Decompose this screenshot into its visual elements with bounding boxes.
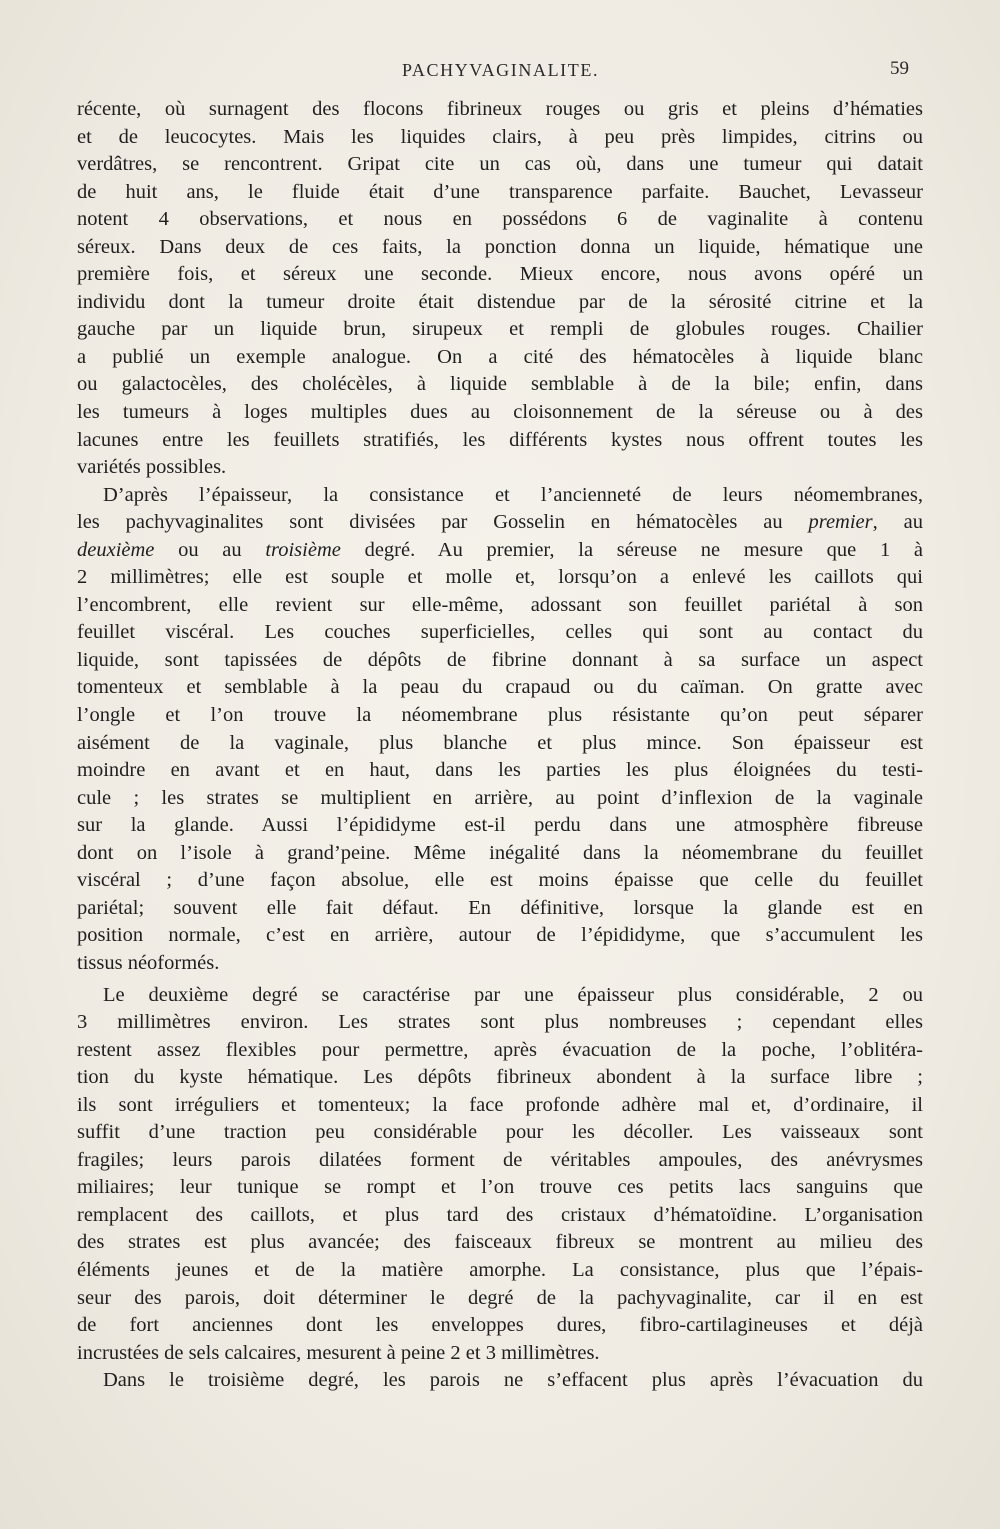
italic-term: premier (808, 511, 873, 534)
text-line: aisément de la vaginale, plus blanche et plus mince. Son épaisseur est (77, 731, 923, 754)
text-line: l’encombrent, elle revient sur elle-même, adossant son feuillet pariétal à son (77, 593, 923, 616)
text-line: 2 millimètres; elle est souple et molle et, lorsqu’on a enlevé les caillots qui (77, 566, 923, 589)
text-line: des strates est plus avancée; des faisceaux fibreux se montrent au milieu des (77, 1231, 923, 1254)
text-line: gauche par un liquide brun, sirupeux et rempli de globules rouges. Chailier (77, 318, 923, 341)
text-line: liquide, sont tapissées de dépôts de fibrine donnant à sa surface un aspect (77, 648, 923, 671)
text-line: Dans le troisième degré, les parois ne s’effacent plus après l’évacuation du (103, 1369, 923, 1392)
text-line: variétés possibles. (77, 456, 227, 479)
text-line: les pachyvaginalites sont divisées par Gosselin en hématocèles au premier, au (77, 511, 923, 534)
text-line: tomenteux et semblable à la peau du crapaud ou du caïman. On gratte avec (77, 676, 923, 699)
text-line: suffit d’une traction peu considérable pour les décoller. Les vaisseaux sont (77, 1121, 923, 1144)
text-line: cule ; les strates se multiplient en arrière, au point d’inflexion de la vaginale (77, 786, 923, 809)
text-line: D’après l’épaisseur, la consistance et l’ancienneté de leurs néomembranes, (103, 483, 923, 506)
text-line: séreux. Dans deux de ces faits, la ponction donna un liquide, hématique une (77, 235, 923, 258)
text-line: l’ongle et l’on trouve la néomembrane plus résistante qu’on peut séparer (77, 704, 923, 727)
text-line: seur des parois, doit déterminer le degré de la pachyvaginalite, car il en est (77, 1286, 923, 1309)
text-line: notent 4 observations, et nous en possédons 6 de vaginalite à contenu (77, 208, 923, 231)
text-line: première fois, et séreux une seconde. Mieux encore, nous avons opéré un (77, 263, 923, 286)
text-line: tion du kyste hématique. Les dépôts fibrineux abondent à la surface libre ; (77, 1066, 923, 1089)
text-line: tissus néoformés. (77, 951, 220, 974)
italic-term: troisième (265, 538, 341, 561)
text-line: de fort anciennes dont les enveloppes dures, fibro-cartilagineuses et déjà (77, 1314, 923, 1337)
text-line: les tumeurs à loges multiples dues au cloisonnement de la séreuse ou à des (77, 401, 923, 424)
text-line: dont on l’isole à grand’peine. Même inégalité dans la néomembrane du feuillet (77, 841, 923, 864)
text-line: 3 millimètres environ. Les strates sont plus nombreuses ; cependant elles (77, 1011, 923, 1034)
text-line: remplacent des caillots, et plus tard des cristaux d’hématoïdine. L’organisation (77, 1203, 923, 1226)
text-line: feuillet viscéral. Les couches superficielles, celles qui sont au contact du (77, 621, 923, 644)
text-line: a publié un exemple analogue. On a cité des hématocèles à liquide blanc (77, 345, 923, 368)
text-line: verdâtres, se rencontrent. Gripat cite un cas où, dans une tumeur qui datait (77, 153, 923, 176)
text-line: fragiles; leurs parois dilatées forment de véritables ampoules, des anévrysmes (77, 1148, 923, 1171)
text-line: récente, où surnagent des flocons fibrineux rouges ou gris et pleins d’hématies (77, 98, 923, 120)
text-line: individu dont la tumeur droite était distendue par de la sérosité citrine et la (77, 290, 923, 313)
text-line: ou galactocèles, des cholécèles, à liquide semblable à de la bile; enfin, dans (77, 373, 923, 396)
text-line: lacunes entre les feuillets stratifiés, les différents kystes nous offrent toutes les (77, 428, 923, 451)
text-line: de huit ans, le fluide était d’une transparence parfaite. Bauchet, Levasseur (77, 180, 923, 203)
text-line: et de leucocytes. Mais les liquides clairs, à peu près limpides, citrins ou (77, 125, 923, 148)
text-line: moindre en avant et en haut, dans les parties les plus éloignées du testi- (77, 759, 923, 782)
running-head (78, 58, 923, 88)
body-text (77, 96, 923, 1395)
running-title: PACHYVAGINALITE. (401, 60, 600, 80)
text-line: position normale, c’est en arrière, autour de l’épididyme, que s’accumulent les (77, 924, 923, 947)
text-line: éléments jeunes et de la matière amorphe. La consistance, plus que l’épais- (77, 1258, 923, 1281)
text-line: miliaires; leur tunique se rompt et l’on trouve ces petits lacs sanguins que (77, 1176, 923, 1199)
italic-term: deuxième (77, 538, 155, 561)
text-line: restent assez flexibles pour permettre, après évacuation de la poche, l’oblitéra- (77, 1038, 923, 1061)
page-number: 59 (890, 58, 909, 79)
text-line: pariétal; souvent elle fait défaut. En définitive, lorsque la glande est en (77, 896, 923, 919)
text-line: viscéral ; d’une façon absolue, elle est moins épaisse que celle du feuillet (77, 869, 923, 892)
text-line: deuxième ou au troisième degré. Au premier, la séreuse ne mesure que 1 à (77, 538, 923, 561)
text-line: incrustées de sels calcaires, mesurent à peine 2 et 3 millimètres. (77, 1341, 600, 1364)
text-line: sur la glande. Aussi l’épididyme est-il perdu dans une atmosphère fibreuse (77, 814, 923, 837)
text-line: ils sont irréguliers et tomenteux; la face profonde adhère mal et, d’ordinaire, il (77, 1093, 923, 1116)
text-line: Le deuxième degré se caractérise par une épaisseur plus considérable, 2 ou (103, 983, 923, 1006)
